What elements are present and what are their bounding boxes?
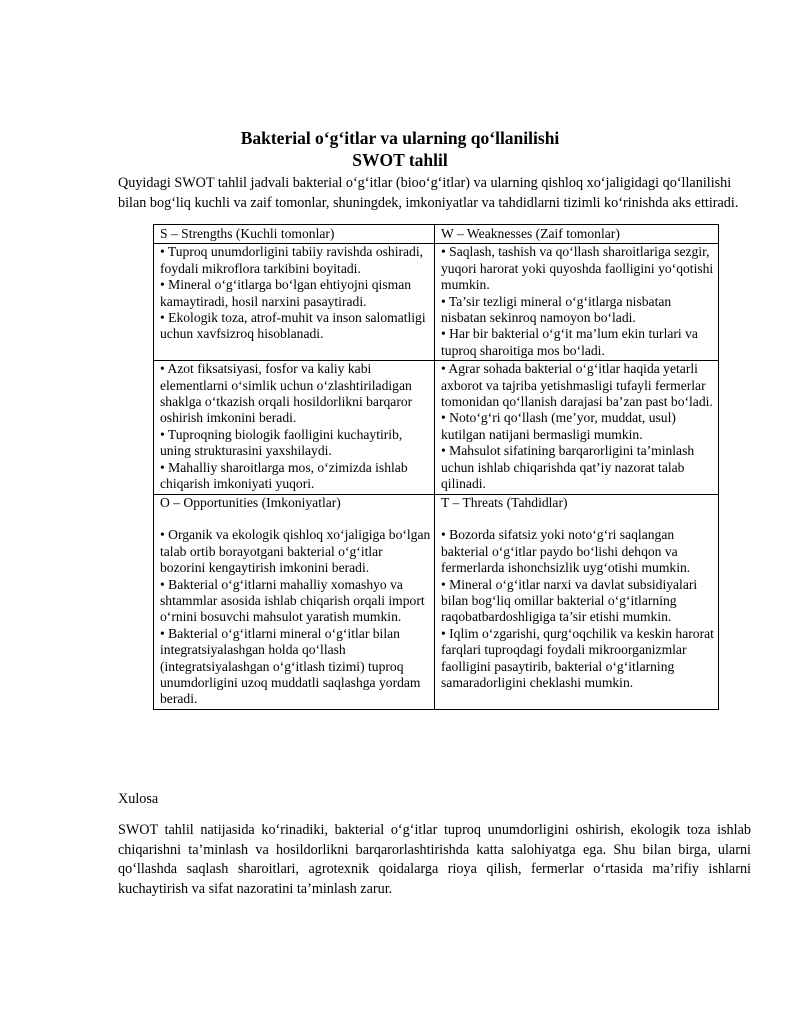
document-subtitle: SWOT tahlil	[352, 150, 448, 170]
strength-item: • Tuproq unumdorligini tabiiy ravishda oshiradi, foydali mikroflora tarkibini boyitadi.	[160, 244, 424, 276]
strengths-header: S – Strengths (Kuchli tomonlar)	[154, 225, 435, 244]
strength-item: • Azot fiksatsiyasi, fosfor va kaliy kabi elementlarni o‘simlik uchun o‘zlashtiriladigan shaklga o‘tkazish orqali hosildorlikni barqaror oshirish imkonini beradi.	[160, 361, 413, 426]
weakness-item: • Agrar sohada bakterial o‘g‘itlar haqida yetarli axborot va tajriba yetishmasligi tufayli fermerlar tomonidan qo‘llanish darajasi ba’zan past bo‘ladi.	[441, 361, 713, 410]
weakness-item: • Mahsulot sifatining barqarorligini ta’minlash uchun ishlab chiqarishda qat’iy nazorat talab qilinadi.	[441, 443, 695, 492]
weakness-item: • Har bir bakterial o‘g‘it ma’lum ekin turlari va tuproq sharoitiga mos bo‘ladi.	[441, 326, 698, 358]
strength-item: • Mahalliy sharoitlarga mos, o‘zimizda ishlab chiqarish imkoniyati yuqori.	[160, 459, 408, 492]
threat-item: • Iqlim o‘zgarishi, qurg‘oqchilik va keskin harorat farqlari tuproqdagi foydali mikroorganizmlar faolligini pasaytirib, bakterial o‘g‘itlarning samaradorligini cheklashi mumkin.	[441, 625, 714, 690]
weakness-item: • Ta’sir tezligi mineral o‘g‘itlarga nisbatan nisbatan sekinroq namoyon bo‘ladi.	[441, 293, 672, 326]
conclusion-heading: Xulosa	[118, 791, 159, 807]
opportunity-item: • Organik va ekologik qishloq xo‘jaligiga bo‘lgan talab ortib borayotgani bakterial o‘g‘itlar bozorini kengaytirish imkonini beradi.	[160, 527, 431, 576]
weaknesses-cell-2	[435, 361, 719, 494]
swot-row-sw-1	[154, 244, 719, 361]
strength-item: • Ekologik toza, atrof-muhit va inson salomatligi uchun xavfsizroq hisoblanadi.	[160, 310, 426, 342]
weaknesses-cell-1	[435, 244, 719, 361]
swot-table	[153, 224, 719, 710]
swot-row-sw-2	[154, 361, 719, 494]
threat-item: • Bozorda sifatsiz yoki noto‘g‘ri saqlangan bakterial o‘g‘itlar paydo bo‘lishi dehqon va fermerlarda ishonchsizlik uyg‘otishi mumkin.	[441, 527, 691, 576]
opportunity-item: • Bakterial o‘g‘itlarni mahalliy xomashyo va shtammlar asosida ishlab chiqarish orqali import o‘rnini bosuvchi mahsulot yaratish mumkin.	[160, 576, 425, 625]
document-title: Bakterial o‘g‘itlar va ularning qo‘llanilishi	[240, 128, 560, 148]
weakness-item: • Saqlash, tashish va qo‘llash sharoitlariga sezgir, yuqori harorat yoki quyoshda faolligini yo‘qotishi mumkin.	[441, 244, 714, 293]
strength-item: • Mineral o‘g‘itlarga bo‘lgan ehtiyojni qisman kamaytiradi, hosil narxini pasaytiradi.	[160, 277, 412, 309]
threats-cell	[435, 494, 719, 709]
strengths-cell-2	[154, 361, 435, 494]
weaknesses-header: W – Weaknesses (Zaif tomonlar)	[435, 225, 719, 244]
threat-item: • Mineral o‘g‘itlar narxi va davlat subsidiyalari bilan bog‘liq omillar bakterial o‘g‘itlarning raqobatbardoshligiga ta’sir etishi mumkin.	[441, 576, 698, 625]
opportunities-cell	[154, 494, 435, 709]
cell-spacer	[160, 511, 431, 527]
opportunities-header: O – Opportunities (Imkoniyatlar)	[160, 494, 341, 510]
swot-header-row-sw	[154, 225, 719, 244]
weakness-item: • Noto‘g‘ri qo‘llash (me’yor, muddat, usul) kutilgan natijani bermasligi mumkin.	[441, 410, 676, 442]
intro-paragraph: Quyidagi SWOT tahlil jadvali bakterial o‘g‘itlar (bioo‘g‘itlar) va ularning qishloq xo‘jaligidagi qo‘llanilishi bilan bog‘liq kuchli va zaif tomonlar, shuningdek, imkoniyatlar va tahdidlarni tizimli ko‘rinishda aks ettiradi.	[118, 175, 739, 211]
strength-item: • Tuproqning biologik faolligini kuchaytirib, uning strukturasini yaxshilaydi.	[160, 426, 403, 459]
opportunity-item: • Bakterial o‘g‘itlarni mineral o‘g‘itlar bilan integratsiyalashgan holda qo‘llash (integratsiyalashgan o‘g‘itlash tizimi) tuproq unumdorligini uzoq muddatli saqlashga yordam beradi.	[160, 625, 421, 707]
swot-row-ot	[154, 494, 719, 709]
conclusion-paragraph: SWOT tahlil natijasida ko‘rinadiki, bakterial o‘g‘itlar tuproq unumdorligini oshirish, ekologik toza ishlab chiqarishni ta’minlash va hosildorlikni barqarorlashtirishda katta salohiyatga ega. Shu bilan birga, ularni qo‘llashda saqlash sharoitlari, agrotexnik qoidalarga rioya qilish, fermerlar o‘rtasida ma’rifiy ishlarni kuchaytirish va sifat nazoratini ta’minlash zarur.	[118, 822, 751, 897]
cell-spacer	[441, 511, 715, 527]
threats-header: T – Threats (Tahdidlar)	[441, 494, 568, 510]
strengths-cell-1	[154, 244, 435, 361]
